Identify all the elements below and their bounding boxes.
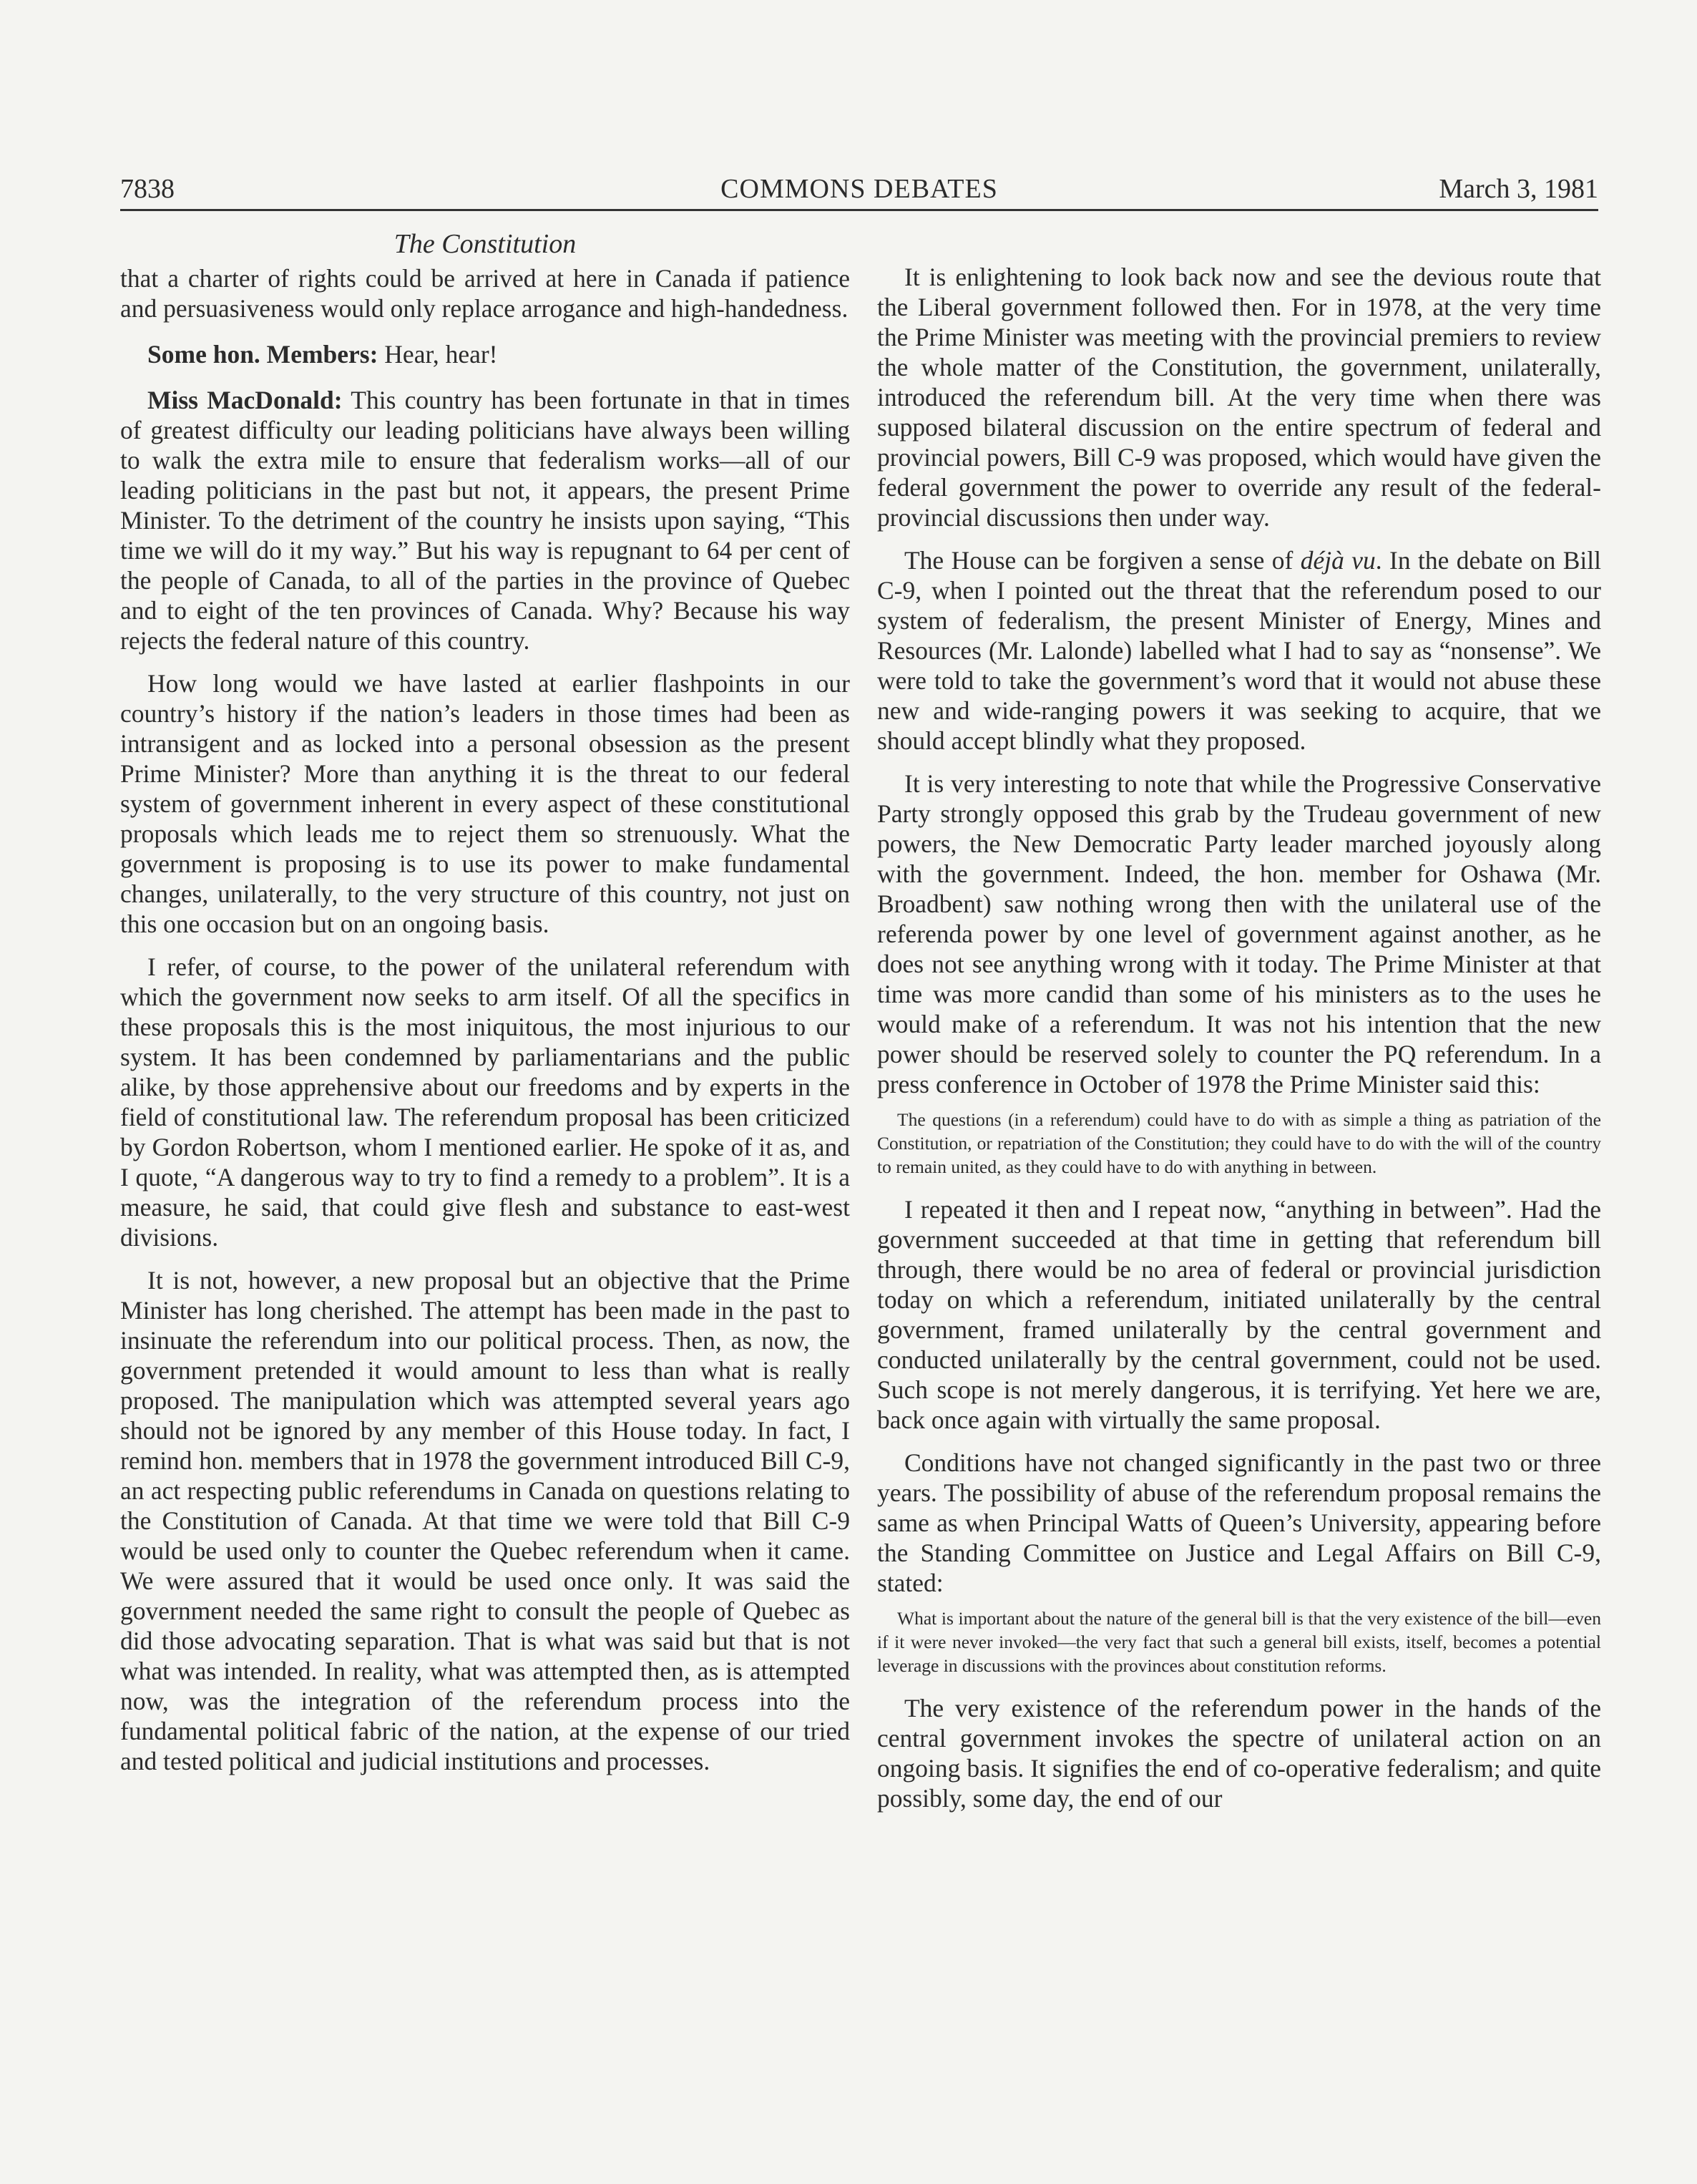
paragraph: Conditions have not changed significantly in the past two or three years. The possibility of abuse of the referendum proposal remains the same as when Principal Watts of Queen’s University, appearing before the Standing Committee on Justice and Legal Affairs on Bill C-9, stated: — [877, 1448, 1601, 1597]
paragraph — [877, 545, 1601, 756]
page-header — [120, 169, 1598, 211]
paragraph: that a charter of rights could be arrived at here in Canada if patience and persuasiveness would only replace arrogance and high-handedness. — [120, 264, 850, 323]
section-title: The Constitution — [393, 229, 577, 259]
speech-text: This country has been fortunate in that in times of greatest difficulty our leading politicians have always been willing to walk the extra mile to ensure that federalism works—all of our leading politicians in the past but not, it appears, the present Prime Minister. To the detriment of the country he insists upon saying, “This time we will do it my way.” But his way is repugnant to 64 per cent of the people of Canada, to all of the parties in the province of Quebec and to eight of the ten provinces of Canada. Why? Because his way rejects the federal nature of this country. — [120, 386, 850, 655]
speaker-name: Miss MacDonald: — [147, 386, 343, 414]
italic-phrase: déjà vu — [1300, 546, 1376, 575]
text-run: . In the debate on Bill C-9, when I pointed out the threat that the referendum posed to our system of federalism, the present Minister of Energy, Mines and Resources (Mr. Lalonde) labelled what I had to say as “nonsense”. We were told to take the government’s word that it would not abuse these new and wide-ranging powers it was seeking to acquire, that we should accept blindly what they proposed. — [877, 546, 1601, 755]
paragraph: It is very interesting to note that while the Progressive Conservative Party strongly opposed this grab by the Trudeau government of new powers, the New Democratic Party leader marched joyously along with the government. Indeed, the hon. member for Oshawa (Mr. Broadbent) saw nothing wrong then with the unilateral use of the referenda power by one level of government against another, as he does not see anything wrong with it today. The Prime Minister at that time was more candid than some of his ministers as to the uses he would make of a referendum. It was not his intention that the new power should be reserved solely to counter the PQ referendum. In a press conference in October of 1978 the Prime Minister said this: — [877, 769, 1601, 1098]
block-quote: What is important about the nature of the general bill is that the very existence of the bill—even if it were never invoked—the very fact that such a general bill exists, itself, becomes a potential leverage in discussions with the provinces about constitution reforms. — [877, 1608, 1601, 1676]
paragraph: The very existence of the referendum power in the hands of the central government invokes the spectre of unilateral action on an ongoing basis. It signifies the end of co-operative federalism; and quite possibly, some day, the end of our — [877, 1694, 1601, 1813]
speaker-name: Some hon. Members: — [147, 340, 378, 369]
paragraph-interjection — [120, 339, 850, 369]
paragraph-speech — [120, 385, 850, 655]
paragraph: I refer, of course, to the power of the unilateral referendum with which the government now seeks to arm itself. Of all the specifics in these proposals this is the most iniquitous, the most injurious to our system. It has been condemned by parliamentarians and the public alike, by those apprehensive about our freedoms and by experts in the field of constitutional law. The referendum proposal has been criticized by Gordon Robertson, whom I mentioned earlier. He spoke of it as, and I quote, “A dangerous way to try to find a remedy to a problem”. It is a measure, he said, that could give flesh and substance to east-west divisions. — [120, 952, 850, 1252]
text-run: The House can be forgiven a sense of — [904, 546, 1301, 575]
paragraph: How long would we have lasted at earlier flashpoints in our country’s history if the nation’s leaders in those times had been as intransigent and as locked into a personal obsession as the present Prime Minister? More than anything it is the threat to our federal system of government inherent in every aspect of these constitutional proposals which leads me to reject them so strenuously. What the government is proposing is to use its power to make fundamental changes, unilaterally, to the very structure of this country, not just on this one occasion but on an ongoing basis. — [120, 669, 850, 938]
left-column — [120, 263, 850, 1789]
publication-title: COMMONS DEBATES — [720, 174, 998, 204]
right-column — [877, 262, 1601, 1829]
paragraph: I repeated it then and I repeat now, “anything in between”. Had the government succeeded at that time in getting that referendum bill through, there would be no area of federal or provincial jurisdiction today on which a referendum, initiated unilaterally by the central government, framed unilaterally by the central government and conducted unilaterally by the central government, could not be used. Such scope is not merely dangerous, it is terrifying. Yet here we are, back once again with virtually the same proposal. — [877, 1195, 1601, 1434]
paragraph: It is not, however, a new proposal but an objective that the Prime Minister has long cherished. The attempt has been made in the past to insinuate the referendum into our political process. Then, as now, the government pretended it would amount to less than what is really proposed. The manipulation which was attempted several years ago should not be ignored by any member of this House today. In fact, I remind hon. members that in 1978 the government introduced Bill C-9, an act respecting public referendums in Canada on questions relating to the Constitution of Canada. At that time we were told that Bill C-9 would be used only to counter the Quebec referendum when it came. We were assured that it would be used once only. It was said the government needed the same right to consult the people of Quebec as did those advocating separation. That is what was said but that is not what was intended. In reality, what was attempted then, as is attempted now, was the integration of the referendum process into the fundamental political fabric of the nation, at the expense of our tried and tested political and judicial institutions and processes. — [120, 1266, 850, 1775]
paragraph: It is enlightening to look back now and see the devious route that the Liberal government followed then. For in 1978, at the very time the Prime Minister was meeting with the provincial premiers to review the whole matter of the Constitution, the government, unilaterally, introduced the referendum bill. At the very time when there was supposed bilateral discussion on the entire spectrum of federal and provincial powers, Bill C-9 was proposed, which would have given the federal government the power to override any result of the federal-provincial discussions then under way. — [877, 263, 1601, 532]
publication-date: March 3, 1981 — [1439, 174, 1598, 204]
speech-text: Hear, hear! — [378, 340, 498, 369]
block-quote: The questions (in a referendum) could have to do with as simple a thing as patriation of the Constitution, or repatriation of the Constitution; they could have to do with the will of the country to remain united, as they could have to do with anything in between. — [877, 1109, 1601, 1177]
page-number: 7838 — [120, 174, 175, 204]
